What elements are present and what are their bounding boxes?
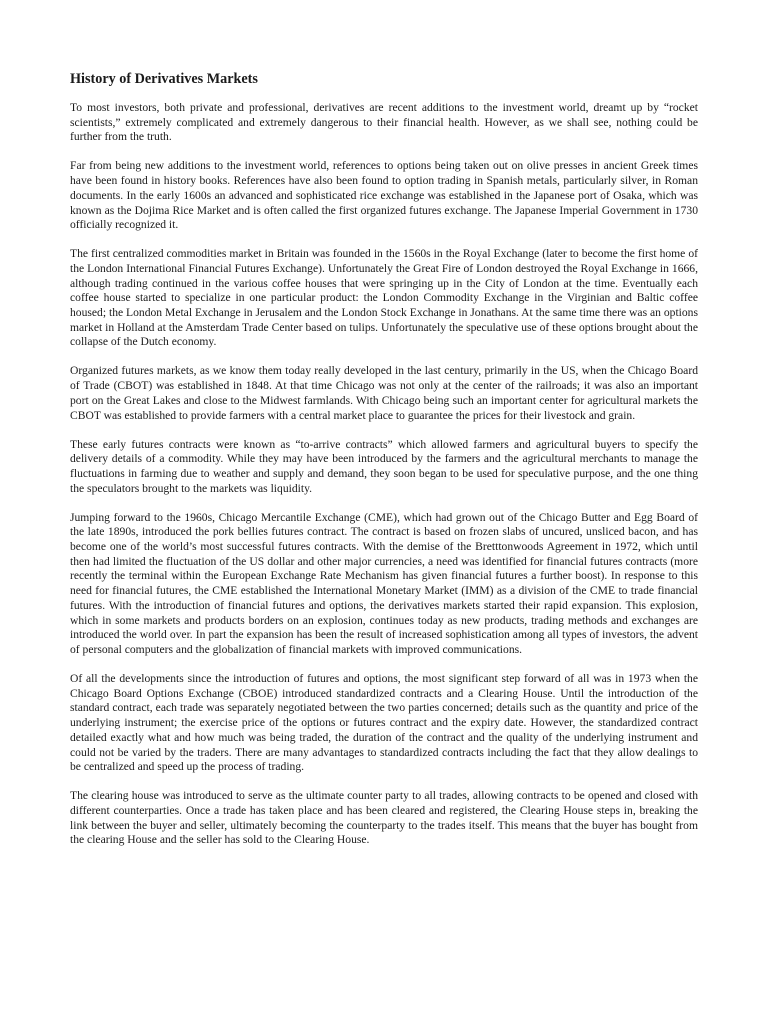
paragraph-cme-expansion: Jumping forward to the 1960s, Chicago Mercantile Exchange (CME), which had grown out of the Chicago Butter and Egg Board of the late 1890s, introduced the pork bellies futures contract. The contract is based on frozen slabs of uncured, unsliced bacon, and has become one of the world’s most successful futures contracts. With the demise of the Bretttonwoods Agreement in 1972, which until then had limited the fluctuation of the US dollar and other major currencies, a need was identified for financial futures contracts (more recently the terminal within the European Exchange Rate Mechanism has given financial futures a further boost). In response to this need for financial futures, the CME established the International Monetary Market (IMM) as a division of the CME to trade financial futures. With the introduction of financial futures and options, the derivatives markets started their rapid expansion. This explosion, which in some markets and products borders on an explosion, continues today as new products, trading methods and exchanges are introduced the world over. In part the expansion has been the result of increased sophistication among all types of investors, the advent of personal computers and the globalization of financial markets with improved communications. bbox=[70, 510, 698, 656]
paragraph-britain-markets: The first centralized commodities market in Britain was founded in the 1560s in the Royal Exchange (later to become the first home of the London International Financial Futures Exchange). Unfortunately the Great Fire of London destroyed the Royal Exchange in 1666, although trading continued in the various coffee houses that were springing up in the City of London at the time. Eventually each coffee house started to specialize in one particular product: the London Commodity Exchange in the Virginian and Baltic coffee housed; the London Metal Exchange in Jerusalem and the London Stock Exchange in Jonathans. At the same time there was an options market in Holland at the Amsterdam Trade Center based on tulips. Unfortunately the speculative use of these options brought about the collapse of the Dutch economy. bbox=[70, 247, 698, 349]
paragraph-clearing-house: The clearing house was introduced to serve as the ultimate counter party to all trades, allowing contracts to be opened and closed with different counterparties. Once a trade has taken place and has been cleared and registered, the Clearing House steps in, breaking the link between the buyer and seller, ultimately becoming the counterparty to the trades itself. This means that the buyer has bought from the clearing House and the seller has sold to the Clearing House. bbox=[70, 789, 698, 847]
paragraph-intro: To most investors, both private and professional, derivatives are recent additions to the investment world, dreamt up by “rocket scientists,” extremely complicated and extremely dangerous to their financial health. However, as we shall see, nothing could be further from the truth. bbox=[70, 101, 698, 144]
paragraph-chicago-cbot: Organized futures markets, as we know them today really developed in the last century, primarily in the US, when the Chicago Board of Trade (CBOT) was established in 1848. At that time Chicago was not only at the center of the railroads; it was also an important port on the Great Lakes and close to the Midwest farmlands. With Chicago being such an important center for agricultural markets the CBOT was established to provide farmers with a central market place to guarantee the prices for their livestock and grain. bbox=[70, 364, 698, 422]
document-page bbox=[70, 71, 698, 862]
paragraph-ancient-history: Far from being new additions to the investment world, references to options being taken out on olive presses in ancient Greek times have been found in history books. References have also been found to option trading in Spanish metals, particularly silver, in Roman documents. In the early 1600s an advanced and sophisticated rice exchange was established in the Japanese port of Osaka, which was known as the Dojima Rice Market and is often called the first organized futures exchange. The Japanese Imperial Government in 1730 officially recognized it. bbox=[70, 159, 698, 232]
document-title: History of Derivatives Markets bbox=[70, 71, 258, 87]
paragraph-cboe-standardization: Of all the developments since the introduction of futures and options, the most significant step forward of all was in 1973 when the Chicago Board Options Exchange (CBOE) introduced standardized contracts and a Clearing House. Until the introduction of the standard contract, each trade was separately negotiated between the two parties concerned; details such as the quantity and price of the underlying instrument; the exercise price of the options or futures contract and the expiry date. However, the standardized contract detailed exactly what and how much was being traded, the duration of the contract and the quality of the underlying instrument and could not be varied by the traders. There are many advantages to standardized contracts including the fact that they allow dealings to be centralized and speed up the process of trading. bbox=[70, 671, 698, 774]
paragraph-to-arrive-contracts: These early futures contracts were known as “to-arrive contracts” which allowed farmers and agricultural buyers to specify the delivery details of a commodity. While they may have been introduced by the farmers and the agricultural merchants to manage the fluctuations in farming due to weather and supply and demand, they soon began to be used for speculative purpose, and the one thing the speculators brought to the markets was liquidity. bbox=[70, 437, 698, 495]
